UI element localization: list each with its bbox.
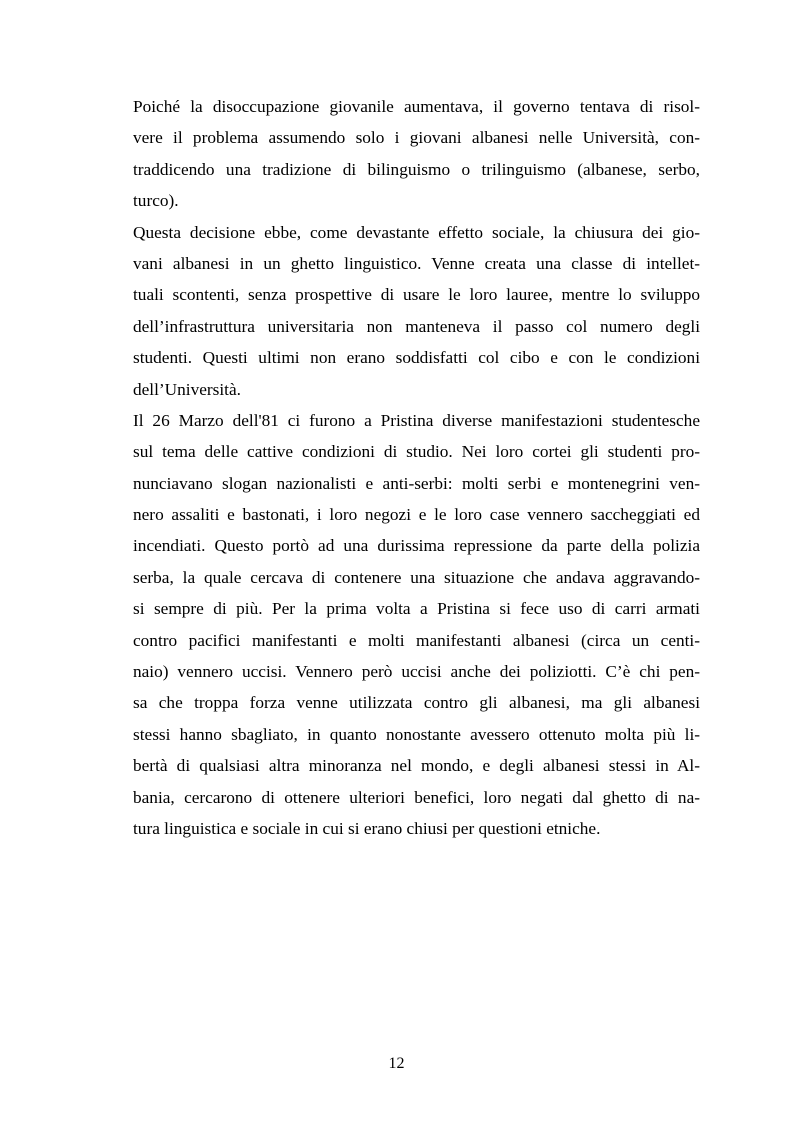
text-line: traddicendo una tradizione di bilinguismo o trilinguismo (albanese, serbo, (133, 159, 700, 179)
paragraph-3 (133, 405, 700, 844)
text-line: Il 26 Marzo dell'81 ci furono a Pristina diverse manifestazioni studentesche (133, 410, 700, 430)
text-line: nunciavano slogan nazionalisti e anti-serbi: molti serbi e montenegrini ven- (133, 473, 700, 493)
text-line: turco). (133, 191, 179, 211)
body-text (133, 91, 700, 844)
text-line: Poiché la disoccupazione giovanile aumentava, il governo tentava di risol- (133, 97, 700, 116)
text-line: vani albanesi in un ghetto linguistico. Venne creata una classe di intellet- (133, 253, 700, 273)
text-line: dell’infrastruttura universitaria non manteneva il passo col numero degli (133, 316, 700, 336)
text-line: incendiati. Questo portò ad una durissima repressione da parte della polizia (133, 536, 700, 556)
paragraph-2 (133, 217, 700, 405)
text-line: tura linguistica e sociale in cui si erano chiusi per questioni etniche. (133, 818, 601, 838)
text-line: nero assaliti e bastonati, i loro negozi e le loro case vennero saccheggiati ed (133, 505, 700, 525)
text-line: naio) vennero uccisi. Vennero però uccisi anche dei poliziotti. C’è chi pen- (133, 662, 700, 682)
text-line: sa che troppa forza venne utilizzata contro gli albanesi, ma gli albanesi (133, 693, 700, 713)
text-line: sul tema delle cattive condizioni di studio. Nei loro cortei gli studenti pro- (133, 442, 700, 462)
text-line: studenti. Questi ultimi non erano soddisfatti col cibo e con le condizioni (133, 348, 700, 368)
text-line: contro pacifici manifestanti e molti manifestanti albanesi (circa un centi- (133, 630, 700, 650)
text-line: tuali scontenti, senza prospettive di usare le loro lauree, mentre lo sviluppo (133, 285, 700, 305)
text-line: si sempre di più. Per la prima volta a Pristina si fece uso di carri armati (133, 599, 700, 619)
page-number: 12 (388, 1055, 405, 1072)
text-line: vere il problema assumendo solo i giovani albanesi nelle Università, con- (133, 128, 700, 148)
text-line: stessi hanno sbagliato, in quanto nonostante avessero ottenuto molta più li- (133, 724, 700, 744)
text-line: dell’Università. (133, 379, 241, 399)
text-line: serba, la quale cercava di contenere una situazione che andava aggravando- (133, 567, 700, 587)
text-line: Questa decisione ebbe, come devastante effetto sociale, la chiusura dei gio- (133, 222, 700, 242)
text-line: bania, cercarono di ottenere ulteriori benefici, loro negati dal ghetto di na- (133, 787, 700, 807)
text-line: bertà di qualsiasi altra minoranza nel mondo, e degli albanesi stessi in Al- (133, 756, 700, 776)
paragraph-1 (133, 91, 700, 217)
